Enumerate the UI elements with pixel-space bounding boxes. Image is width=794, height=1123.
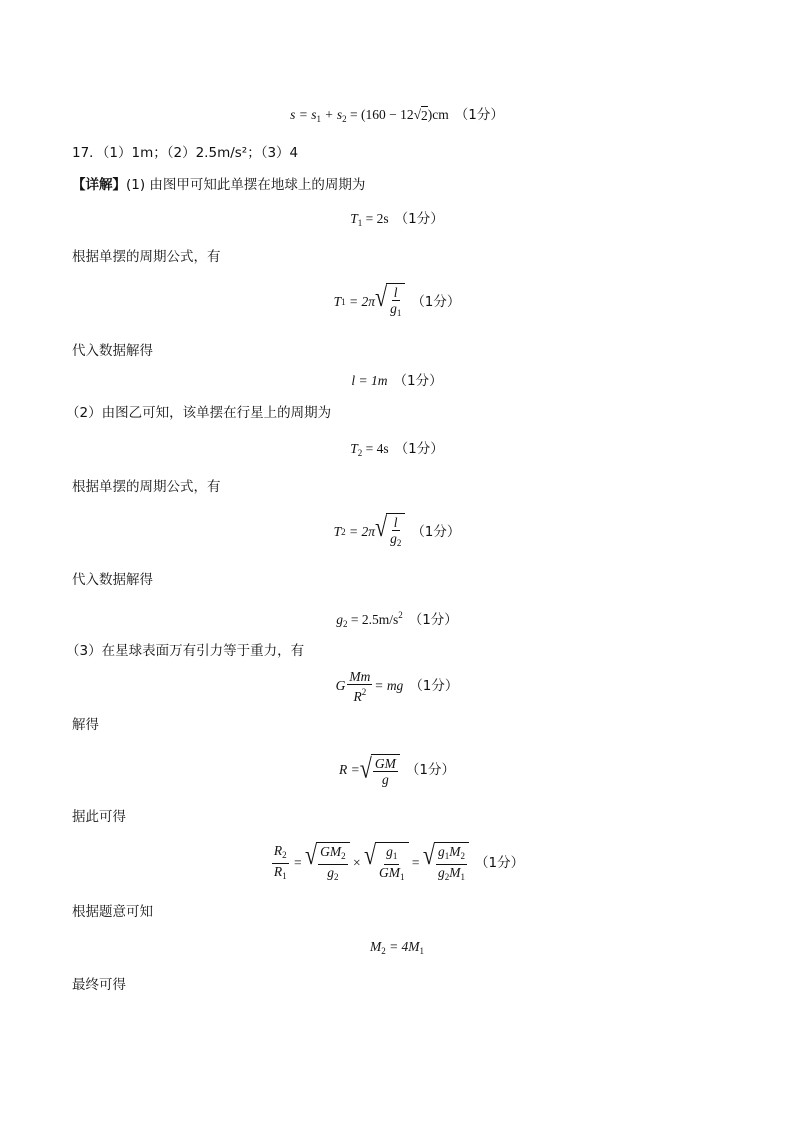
text-solve: 解得 bbox=[72, 717, 99, 733]
equation-T2: $T_2 = 4s$ （1分） bbox=[350, 441, 444, 458]
text-thus: 据此可得 bbox=[72, 809, 126, 825]
equation-T1: $T_1 = 2s$ （1分） bbox=[350, 211, 444, 228]
equation-s-total: $s = s_1 + s_2 = (160 - 12$ √ 2 )cm （1分） bbox=[290, 107, 504, 124]
equation-M: $M_2 = 4M_1$ bbox=[369, 939, 425, 956]
text-final: 最终可得 bbox=[72, 977, 126, 993]
text-substitute-1: 代入数据解得 bbox=[72, 343, 153, 359]
text-given: 根据题意可知 bbox=[72, 904, 153, 920]
text-part-2: （2）由图乙可知，该单摆在行星上的周期为 bbox=[66, 405, 332, 421]
equation-R: R = √ $\frac{GM}{g}$ （1分） bbox=[339, 751, 455, 787]
text-part-3: （3）在星球表面万有引力等于重力，有 bbox=[66, 643, 305, 659]
equation-T2-formula: T 2 = 2π √ $\frac{l}{g_2}$ （1分） bbox=[0, 512, 794, 552]
detail-intro: 【详解】(1) 由图甲可知此单摆在地球上的周期为 bbox=[72, 177, 366, 193]
answer-summary: 17．（1）1m；（2）2.5m/s²；（3）4 bbox=[72, 145, 299, 161]
equation-T1-formula: T 1 = 2π √ $\frac{l}{g_1}$ （1分） bbox=[0, 282, 794, 322]
equation-l: l = 1m （1分） bbox=[351, 373, 443, 389]
detail-tag: 【详解】 bbox=[72, 177, 126, 193]
equation-gravity: G $\frac{Mm}{R^2}$ = mg （1分） bbox=[335, 668, 459, 704]
equation-g2: $g_2 = 2.5m/s^2$ （1分） bbox=[336, 610, 458, 629]
text-period-formula-2: 根据单摆的周期公式，有 bbox=[72, 479, 221, 495]
equation-ratio: $\frac{R_2}{R_1}$ = √ $\frac{GM_2}{g_2}$ × √ $\frac{g_1}{GM_1}$ = √ $\frac{g_1M_2}{g_2M_1}$ （1分） bbox=[0, 842, 794, 884]
text-period-formula-1: 根据单摆的周期公式，有 bbox=[72, 249, 221, 265]
text-substitute-2: 代入数据解得 bbox=[72, 572, 153, 588]
